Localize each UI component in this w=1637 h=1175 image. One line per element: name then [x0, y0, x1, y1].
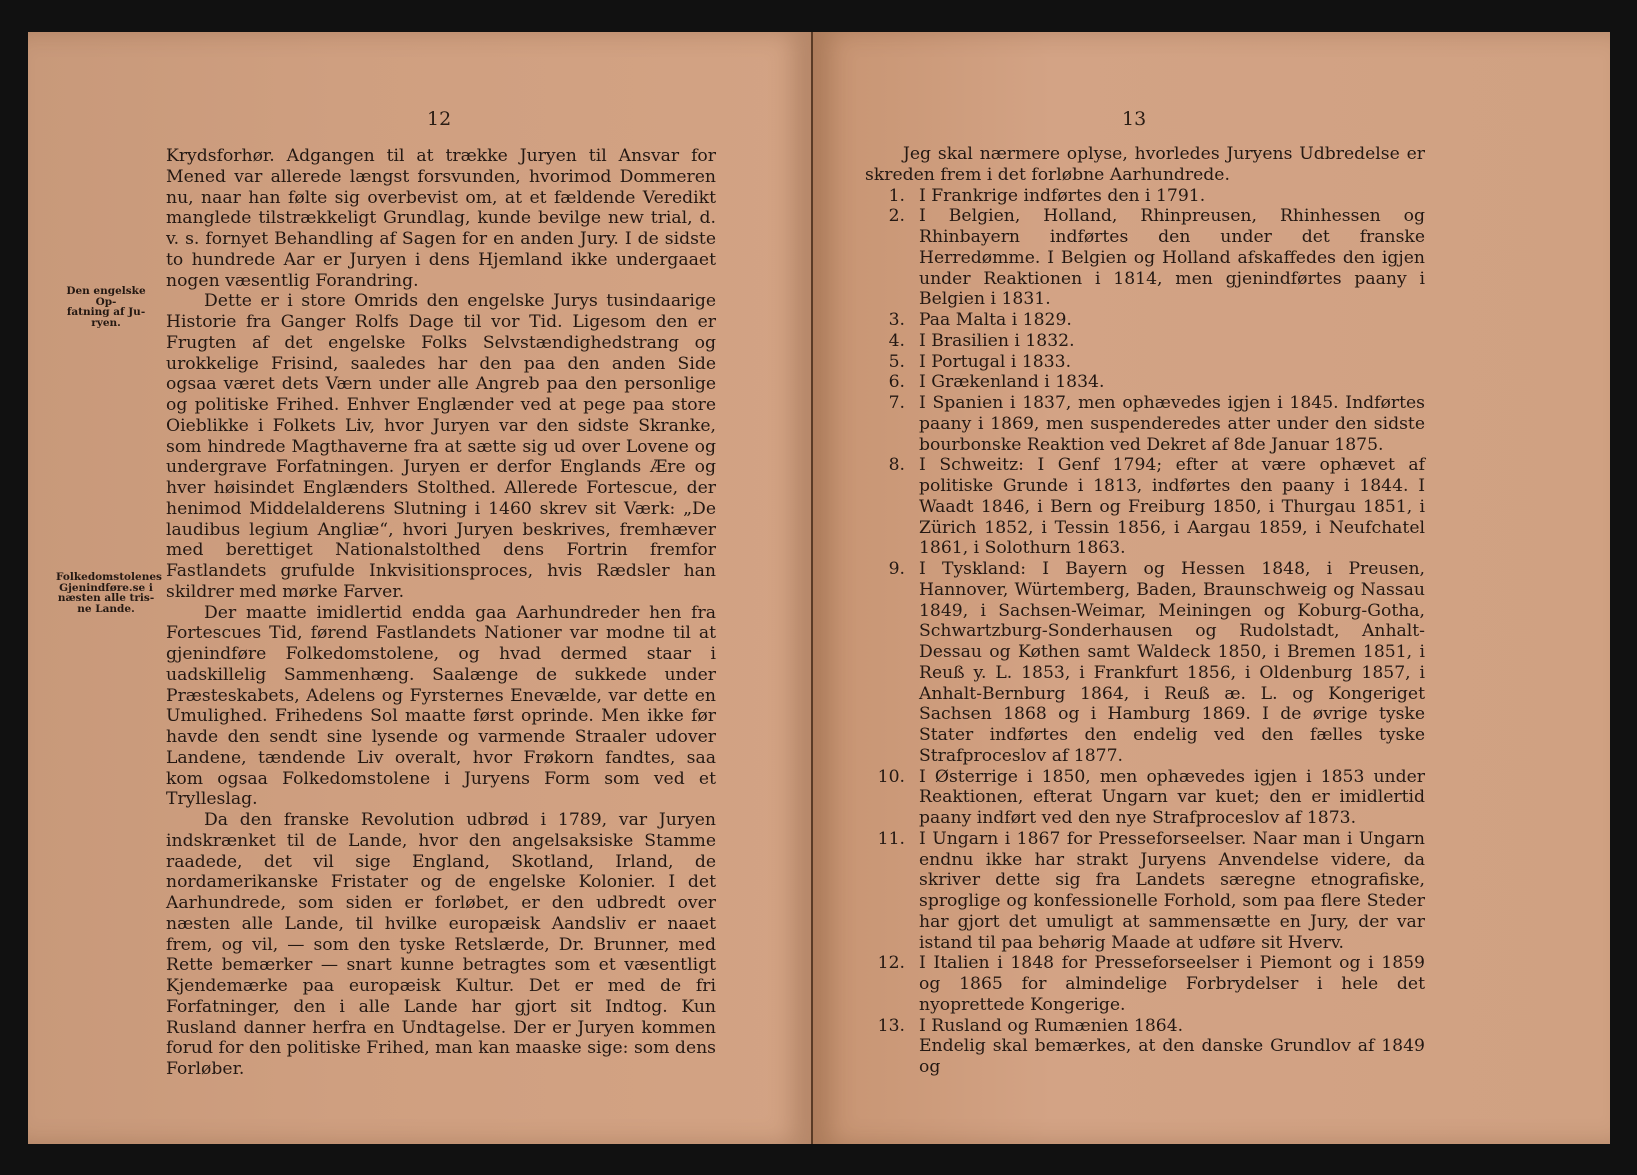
list-item: 12. I Italien i 1848 for Presseforseelser i Piemont og i 1859 og 1865 for almindelige Forbrydelser i hele det nyoprettede Kongerige. — [877, 953, 1425, 1015]
book-spread — [28, 32, 1610, 1144]
list-item: 10. I Østerrige i 1850, men ophævedes igjen i 1853 under Reaktionen, efterat Ungarn var kuet; den er imidlertid paany indført ved den nye Strafproceslov af 1873. — [877, 766, 1425, 828]
list-item: 2. I Belgien, Holland, Rhinpreusen, Rhinhessen og Rhinbayern indførtes den under det franske Herredømme. I Belgien og Holland afskaffedes den igjen under Reaktionen i 1814, men gjenindførtes paany i Belgien i 1831. — [888, 206, 1425, 310]
paragraph: Da den franske Revolution udbrød i 1789, var Juryen indskrænket til de Lande, hvor den angelsaksiske Stamme raadede, det vil sige England, Skotland, Irland, de nordamerikanske Fristater og de engelske Kolonier. I det Aarhundrede, som siden er forløbet, er den udbredt over næsten alle Lande, til hvilke europæisk Aandsliv er naaet frem, og vil, — som den tyske Retslærde, Dr. Brunner, med Rette bemærker — snart kunne betragtes som et væsentligt Kjendemærke paa europæisk Kultur. Det er med de fri Forfatninger, den i alle Lande har gjort sit Indtog. Kun Rusland danner herfra en Undtagelse. Der er Juryen kommen forud for den politiske Frihed, man kan maaske sige: som dens Forløber. — [166, 810, 716, 1079]
right-body — [865, 144, 1425, 1078]
list-item: 8. I Schweitz: I Genf 1794; efter at være ophævet af politiske Grunde i 1813, indførtes den paany i 1844. I Waadt 1846, i Bern og Freiburg 1850, i Thurgau 1851, i Zürich 1852, i Tessin 1856, i Aargau 1859, i Neufchatel 1861, i Solothurn 1863. — [888, 455, 1425, 559]
list-item: 5. I Portugal i 1833. — [888, 351, 1072, 372]
left-page — [28, 32, 813, 1144]
left-body — [166, 146, 716, 1080]
country-list — [865, 186, 1425, 1037]
list-item: 4. I Brasilien i 1832. — [888, 330, 1075, 351]
list-item: 7. I Spanien i 1837, men ophævedes igjen i 1845. Indførtes paany i 1869, men suspenderedes atter under den sidste bourbonske Reaktion ved Dekret af 8de Januar 1875. — [888, 393, 1425, 455]
list-item: 6. I Grækenland i 1834. — [888, 372, 1105, 393]
intro-paragraph: Jeg skal nærmere oplyse, hvorledes Juryens Udbredelse er skreden frem i det forløbne Aarhundrede. — [865, 144, 1425, 185]
paragraph: Dette er i store Omrids den engelske Jurys tusindaarige Historie fra Ganger Rolfs Dage til vor Tid. Ligesom den er Frugten af det engelske Folks Selvstændighedstrang og urokkelige Frisind, saaledes har den paa den anden Side ogsaa været dets Værn under alle Angreb paa den personlige og politiske Frihed. Enhver Englænder ved at pege paa store Oieblikke i Folkets Liv, hvor Juryen var den sidste Skranke, som hindrede Magthaverne fra at sætte sig ud over Lovene og undergrave Forfatningen. Juryen er derfor Englands Ære og hver høisindet Englænders Stolthed. Allerede Fortescue, der henimod Middelalderens Slutning i 1460 skrev sit Værk: „De laudibus legium Angliæ“, hvori Juryen beskrives, fremhæver med berettiget Nationalstolthed dens Fortrin fremfor Fastlandets grufulde Inkvisitionsproces, hvis Rædsler han skildrer med mørke Farver. — [166, 291, 716, 602]
list-item: 9. I Tyskland: I Bayern og Hessen 1848, i Preusen, Hannover, Würtemberg, Baden, Braunschweig og Nassau 1849, i Sachsen-Weimar, Meiningen og Koburg-Gotha, Schwartzburg-Sonderhausen og Rudolstadt, Anhalt-Dessau og Køthen samt Waldeck 1850, i Bremen 1851, i Reuß y. L. 1853, i Frankfurt 1856, i Oldenburg 1857, i Anhalt-Bernburg 1864, i Reuß æ. L. og Kongeriget Sachsen 1868 og i Hamburg 1869. I de øvrige tyske Stater indførtes den endelig ved den fælles tyske Strafproceslov af 1877. — [888, 559, 1425, 766]
paragraph: Krydsforhør. Adgangen til at trække Juryen til Ansvar for Mened var allerede længst forsvunden, hvorimod Dommeren nu, naar han følte sig overbevist om, at et fældende Veredikt manglede tilstrækkeligt Grundlag, kunde bevilge new trial, d. v. s. fornyet Behandling af Sagen for en anden Jury. I de sidste to hundrede Aar er Juryen i dens Hjemland ikke undergaaet nogen væsentlig Forandring. — [166, 146, 716, 291]
page-number-left: 12 — [427, 108, 452, 130]
page-number-right: 13 — [1122, 108, 1147, 130]
sidenote-2: Folkedomstolenes Gjenindføre.se i næsten alle tris- ne Lande. — [56, 571, 162, 615]
list-item: 1. I Frankrige indførtes den i 1791. — [888, 185, 1206, 206]
list-item: 13. I Rusland og Rumænien 1864. — [877, 1015, 1184, 1036]
right-page — [813, 32, 1610, 1144]
paragraph: Der maatte imidlertid endda gaa Aarhundreder hen fra Fortescues Tid, førend Fastlandets Nationer var modne til at gjenindføre Folkedomstolene, og hvad dermed staar i uadskillelig Sammenhæng. Saalænge de sukkede under Præsteskabets, Adelens og Fyrsternes Enevælde, var dette en Umulighed. Frihedens Sol maatte først oprinde. Men ikke før havde den sendt sine lysende og varmende Straaler udover Landene, tændende Liv overalt, hvor Frøkorn fandtes, saa kom ogsaa Folkedomstolene i Juryens Form som ved et Trylleslag. — [166, 602, 716, 810]
list-item: 3. Paa Malta i 1829. — [888, 310, 1072, 330]
closing-line: Endelig skal bemærkes, at den danske Grundlov af 1849 og — [919, 1036, 1425, 1077]
sidenote-1: Den engelske Op- fatning af Ju- ryen. — [66, 285, 146, 329]
list-item: 11. I Ungarn i 1867 for Presseforseelser. Naar man i Ungarn endnu ikke har strakt Juryens Anvendelse videre, da skriver dette sig fra Landets særegne etnografiske, sproglige og konfessionelle Forhold, som paa flere Steder har gjort det umuligt at sammensætte en Jury, der var istand til paa behørig Maade at udføre sit Hverv. — [877, 828, 1425, 953]
